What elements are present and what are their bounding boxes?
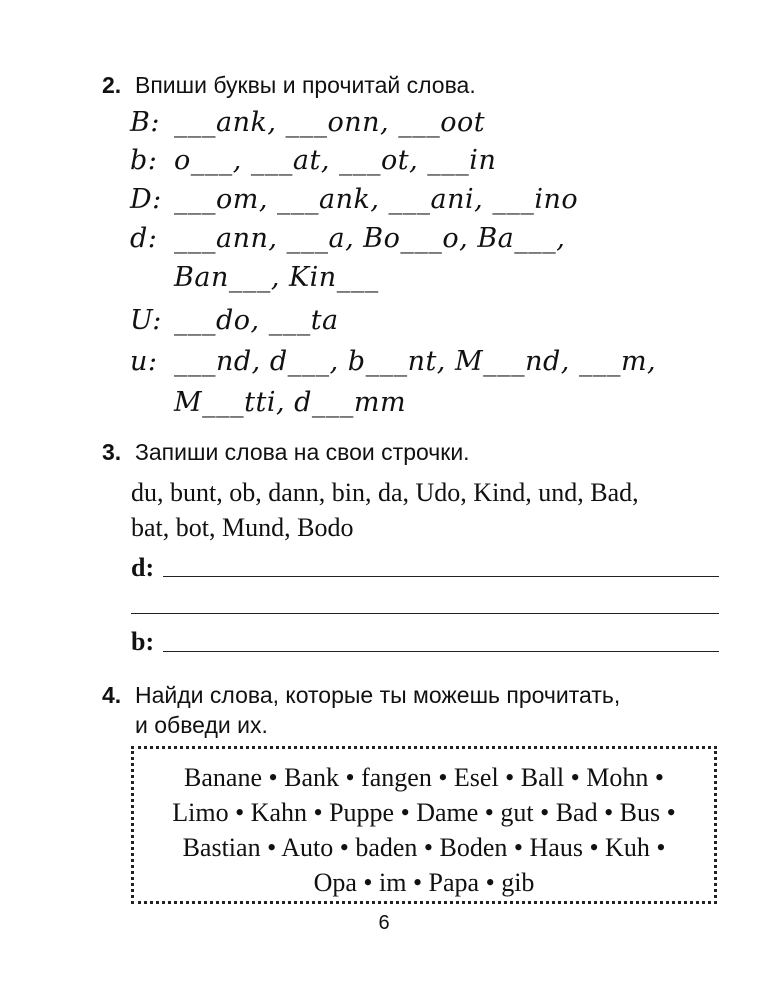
box-word-line[interactable]: Opa • im • Papa • gib: [313, 868, 535, 897]
box-word-line[interactable]: Banane • Bank • fangen • Esel • Ball • Mohn •: [184, 763, 664, 792]
page-number: 6: [378, 912, 390, 934]
writing-line-extra[interactable]: [131, 613, 719, 614]
cursive-row: [130, 183, 578, 217]
task-3-number: 3.: [102, 439, 122, 465]
task-2-number: 2.: [102, 72, 122, 98]
cursive-row: [130, 304, 339, 338]
letter-key: D:: [130, 184, 162, 215]
cursive-row: [130, 144, 496, 178]
letter-key: d:: [130, 223, 158, 254]
row-words: ___ank, ___onn, ___oot: [174, 107, 486, 138]
row-words: Ban___, Kin___: [174, 262, 379, 293]
word-search-box: [131, 746, 717, 904]
word-list-line-2: bat, bot, Mund, Bodo: [131, 513, 354, 542]
task-4-heading: [102, 680, 620, 710]
row-words: o___, ___at, ___ot, ___in: [174, 145, 497, 176]
task-4-number: 4.: [102, 682, 122, 708]
letter-key: B:: [130, 107, 160, 138]
task-2-instruction: Впиши буквы и прочитай слова.: [135, 72, 476, 98]
task-3-instruction: Запиши слова на свои строчки.: [135, 439, 470, 465]
row-words: ___om, ___ank, ___ani, ___ino: [174, 184, 579, 215]
cursive-row: [130, 222, 565, 256]
box-word-line[interactable]: Bastian • Auto • baden • Boden • Haus • Kuh •: [182, 833, 666, 862]
task-4-instruction-line-2: и обведи их.: [135, 712, 268, 738]
row-words: ___do, ___ta: [174, 305, 339, 336]
word-list-line-1: du, bunt, ob, dann, bin, da, Udo, Kind, und, Bad,: [131, 478, 639, 507]
task-3-heading: [102, 437, 470, 467]
row-words: M___tti, d___mm: [174, 387, 407, 418]
letter-key: U:: [130, 305, 162, 336]
cursive-row: [130, 261, 379, 295]
label-b: b:: [131, 627, 155, 656]
writing-line-b[interactable]: [163, 651, 719, 652]
label-d: d:: [131, 553, 155, 582]
cursive-row: [130, 345, 656, 379]
letter-key: u:: [130, 346, 158, 377]
row-words: ___ann, ___a, Bo___o, Ba___,: [174, 223, 566, 254]
writing-line-d[interactable]: [163, 576, 719, 577]
task-2-heading: [102, 70, 476, 100]
task-4-instruction-line-1: Найди слова, которые ты можешь прочитать,: [135, 682, 621, 708]
letter-key: b:: [130, 145, 158, 176]
box-word-line[interactable]: Limo • Kahn • Puppe • Dame • gut • Bad • Bus •: [172, 798, 676, 827]
cursive-row: [130, 106, 485, 140]
row-words: ___nd, d___, b___nt, M___nd, ___m,: [174, 346, 657, 377]
cursive-row: [130, 386, 406, 420]
